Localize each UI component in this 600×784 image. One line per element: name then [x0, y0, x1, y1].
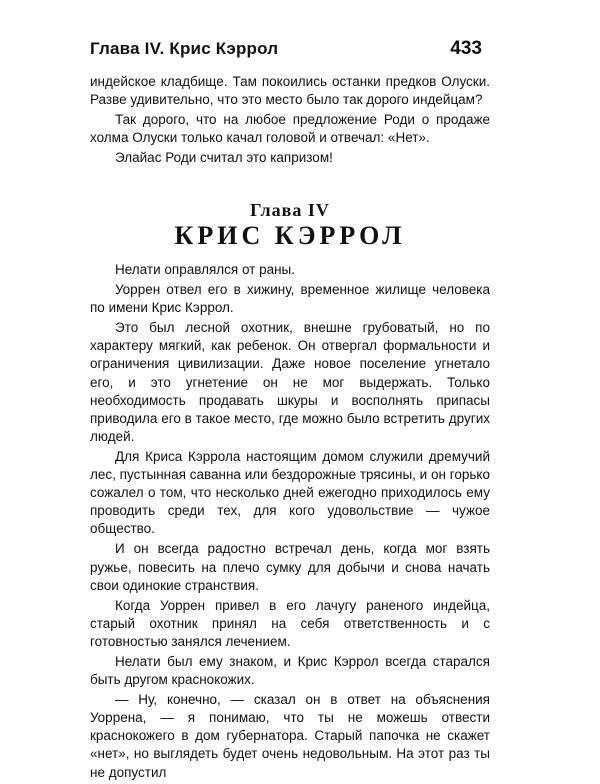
- paragraph: Когда Уоррен привел в его лачугу раненого индейца, старый охотник принял на себя ответственность и с готовностью занялся лечением.: [90, 597, 490, 649]
- paragraph: Нелати оправлялся от раны.: [115, 262, 296, 277]
- text-block-main: [90, 261, 490, 784]
- paragraph: — Ну, конечно, — сказал он в ответ на объяснения Уоррена, — я понимаю, что ты не можешь отвести краснокожего в дом губернатора. Старый папочка не скажет «нет», но выглядеть будет очень недовольным. На этот раз ты не допустил: [90, 692, 490, 780]
- paragraph: Для Криса Кэррола настоящим домом служили дремучий лес, пустынная саванна или бездорожные трясины, и он горько сожалел о том, что несколько дней ежегодно приходилось ему проводить среди тех, для кого удовольствие — чужое общество.: [90, 448, 490, 537]
- page-number: 433: [450, 38, 482, 59]
- running-head: Глава IV. Крис Кэррол: [90, 39, 279, 58]
- paragraph: Уоррен отвел его в хижину, временное жилище человека по имени Крис Кэррол.: [90, 282, 490, 316]
- paragraph: И он всегда радостно встречал день, когда мог взять ружье, повесить на плечо сумку для добычи и снова начать свои одинокие странствия.: [90, 541, 490, 593]
- text-block-top: [90, 73, 490, 169]
- chapter-label: Глава IV: [250, 200, 330, 220]
- paragraph: Элайас Роди считал это капризом!: [115, 150, 333, 166]
- chapter-title: КРИС КЭРРОЛ: [174, 221, 406, 250]
- paragraph: индейское кладбище. Там покоились останки предков Олуски. Разве удивительно, что это место было так дорого индейцам?: [90, 74, 490, 108]
- paragraph: Это был лесной охотник, внешне грубоватый, но по характеру мягкий, как ребенок. Он отвергал формальности и ограничения цивилизации. Даже новое поселение угнетало его, и это угнетение он не мог выдержать. Только необходимость продавать шкуры и восполнять припасы приводила его в такое место, где можно было встретить других людей.: [90, 320, 490, 444]
- paragraph: Нелати был ему знаком, и Крис Кэррол всегда старался быть другом краснокожих.: [90, 653, 490, 688]
- paragraph: Так дорого, что на любое предложение Роди о продаже холма Олуски только качал головой и отвечал: «Нет».: [90, 112, 490, 146]
- running-header: [90, 38, 482, 62]
- chapter-heading: [90, 200, 490, 251]
